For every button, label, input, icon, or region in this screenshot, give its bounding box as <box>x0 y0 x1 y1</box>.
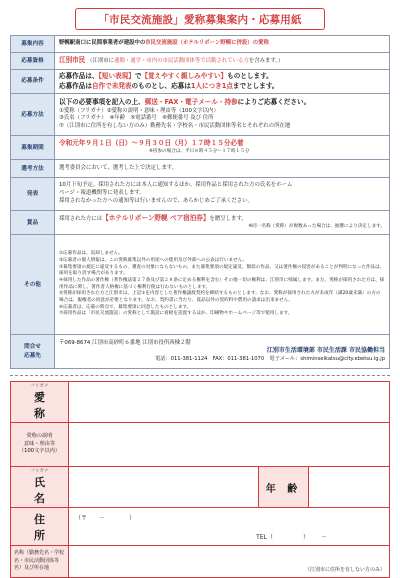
conditions-line-1: 応募作品は、【短い表現】で【覚えやすく親しみやすい】ものとします。 <box>59 72 273 80</box>
other-notes <box>55 235 390 335</box>
other-note-item: ⑥応募者は、応募の時点で、募集要項に同意したものとします。 <box>59 304 192 310</box>
row-label: 募集期間 <box>11 136 55 160</box>
zip-code-hint: （〒 － ） <box>75 515 136 523</box>
purpose-text: 野幌駅南口に民間事業者が建設中の <box>59 40 146 47</box>
other-note-item: ③募集要項の規定に違反するもの、審査の対象にならないもの、また募集要項の規定違反、類似の作品、又は著作権の侵害があることが判明になった作品は、採用を取り消す場合があります。 <box>59 264 385 277</box>
eligibility-city: 江別市民 <box>59 56 86 65</box>
row-other <box>11 235 390 335</box>
form-row-address <box>11 508 390 546</box>
eligibility-pre: （江別市に <box>87 58 115 65</box>
row-label: その他 <box>11 235 55 335</box>
method-items-3: ⑦（江別市に住所を有しない方のみ）勤務先名・学校名・市民活動団体等名とそれぞれの所在地 <box>59 123 291 130</box>
description-field[interactable] <box>69 423 390 467</box>
other-note-item: ②応募者の個人情報は、この愛称募集以外の用途への使用及び外部への公表は行いません。 <box>59 257 248 263</box>
nickname-field[interactable] <box>69 382 390 423</box>
age-field[interactable] <box>309 467 390 508</box>
prize-note: ※同一名称（愛称）が複数あった場合は、抽選により決定します。 <box>248 224 385 230</box>
row-conditions <box>11 70 390 94</box>
announce-line-2: ページ・報道機関等に発表します。 <box>59 190 145 197</box>
eligibility-post: を含みます。） <box>248 58 284 65</box>
selection-text: 選考委員会において、選考した上で決定します。 <box>55 160 390 178</box>
address-field[interactable] <box>69 508 390 546</box>
furigana-label: フリガナ <box>30 384 49 390</box>
method-intro: 以下の必要事項を記入の上、郵送・FAX・電子メール・持参によりご応募ください。 <box>59 98 311 107</box>
row-label: 選考方法 <box>11 160 55 178</box>
desc-label-2: 意味・理由等 <box>23 440 56 447</box>
furigana-label: フリガナ <box>30 469 49 475</box>
row-label: 賞品 <box>11 211 55 235</box>
row-label: 問合せ 応募先 <box>11 335 55 369</box>
row-selection <box>11 160 390 178</box>
age-label: 年 齢 <box>259 467 309 508</box>
method-items-1: ①愛称（フリガナ）②愛称の説明・意味・理由等（100文字以内） <box>59 107 219 114</box>
cut-line <box>10 375 390 376</box>
row-label: 応募方法 <box>11 94 55 136</box>
other-note-item: ①応募作品は、返却しません。 <box>59 251 124 257</box>
contact-tel: 電話：011-381-1124 FAX：011-381-1070 電子メール：shiminseikatsu@city.ebetsu.lg.jp <box>155 356 385 363</box>
contact-org: 江別市生活環境部 市民生活課 市民協働担当 <box>266 347 385 355</box>
row-prize <box>11 211 390 235</box>
row-eligibility <box>11 53 390 70</box>
person-name-label: 氏 名 <box>34 476 68 506</box>
row-period <box>11 136 390 160</box>
method-items-2: ③氏名（フリガナ） ④年齢 ⑤電話番号 ⑥郵便番号 及び 住所 <box>59 115 214 122</box>
announce-line-3: 採用されなかった方への通知等は行いませんので、あらかじめご了承ください。 <box>59 198 253 204</box>
form-row-description <box>11 423 390 467</box>
belong-label: 名称（勤務先名・学校名・市民活動団体等名）及び所在地 <box>11 546 69 578</box>
tel-hint: TEL（ ） － <box>256 534 327 542</box>
contact-address: 〒069-8674 江別市高砂町６番地 江別市役所西棟２階 <box>59 339 191 346</box>
announce-line-1: 10月下旬予定。採用された方には本人に通知するほか、採用作品と採用された方の氏名をホーム <box>59 182 293 189</box>
other-note-item: ⑦採用作品は「市民交流施設」の愛称として施設に看板を設置するほか、印刷物やホームページ等で使用します。 <box>59 311 293 317</box>
row-contact <box>11 335 390 369</box>
address-label: 住 所 <box>34 512 68 542</box>
row-method <box>11 94 390 136</box>
period-text: 令和元年９月１日（日）〜９月３０日（月）１７時１５分必着 <box>59 139 244 148</box>
form-row-belong <box>11 546 390 578</box>
conditions-line-2: 応募作品は自作で未発表のものとし、応募は1人につき1点までとします。 <box>59 81 279 90</box>
row-label: 募集内容 <box>11 36 55 53</box>
desc-label-1: 愛称の説明 <box>26 432 53 439</box>
row-announce <box>11 178 390 211</box>
page-title: 「市民交流施設」愛称募集案内・応募用紙 <box>75 8 325 30</box>
person-name-field[interactable] <box>69 467 259 508</box>
row-label: 応募条件 <box>11 70 55 94</box>
prize-line: 採用された方には【ホテルリボーン野幌 ペア宿泊券】を贈呈します。 <box>59 214 247 223</box>
form-row-nickname <box>11 382 390 423</box>
info-table <box>10 35 390 369</box>
other-note-item: ⑤愛称が採用された方と江別市は、上記①を内容とした著作権譲渡契約を締結するものとします。なお、愛称が採用された方が未成年（満20歳未満）の方の場合は、親権者の同意が必要となります。なお、契約書に当たり、賞品以外の契約料や費用の請求は出来ません。 <box>59 291 381 303</box>
period-note: ※持参の場合は、平日８時４５分〜１７時１５分 <box>149 149 250 155</box>
desc-label-3: （100文字以内） <box>18 448 61 455</box>
belong-note: （江別市に住所を有しない方のみ） <box>304 567 385 574</box>
belong-field[interactable] <box>69 546 390 578</box>
row-label: 応募資格 <box>11 53 55 70</box>
application-form <box>10 381 390 578</box>
other-note-item: ④採用した作品の著作権（著作権法第２７条及び第２８条に定める権利を含む）その他一切の権利は、江別市に帰属します。また、愛称が採用された方は、採用作品に関し、著作者人格権に基づく権利行使は行わないものとします。 <box>59 277 385 290</box>
eligibility-highlight: 通勤・通学・市内の市民活動団体等で活動されている方 <box>114 58 249 65</box>
row-label: 発表 <box>11 178 55 211</box>
row-purpose <box>11 36 390 53</box>
purpose-highlight: 市民交流施設（ホテルリボーン野幌に併設）の愛称 <box>145 40 269 47</box>
form-row-name <box>11 467 390 508</box>
nickname-label: 愛 称 <box>34 391 68 421</box>
